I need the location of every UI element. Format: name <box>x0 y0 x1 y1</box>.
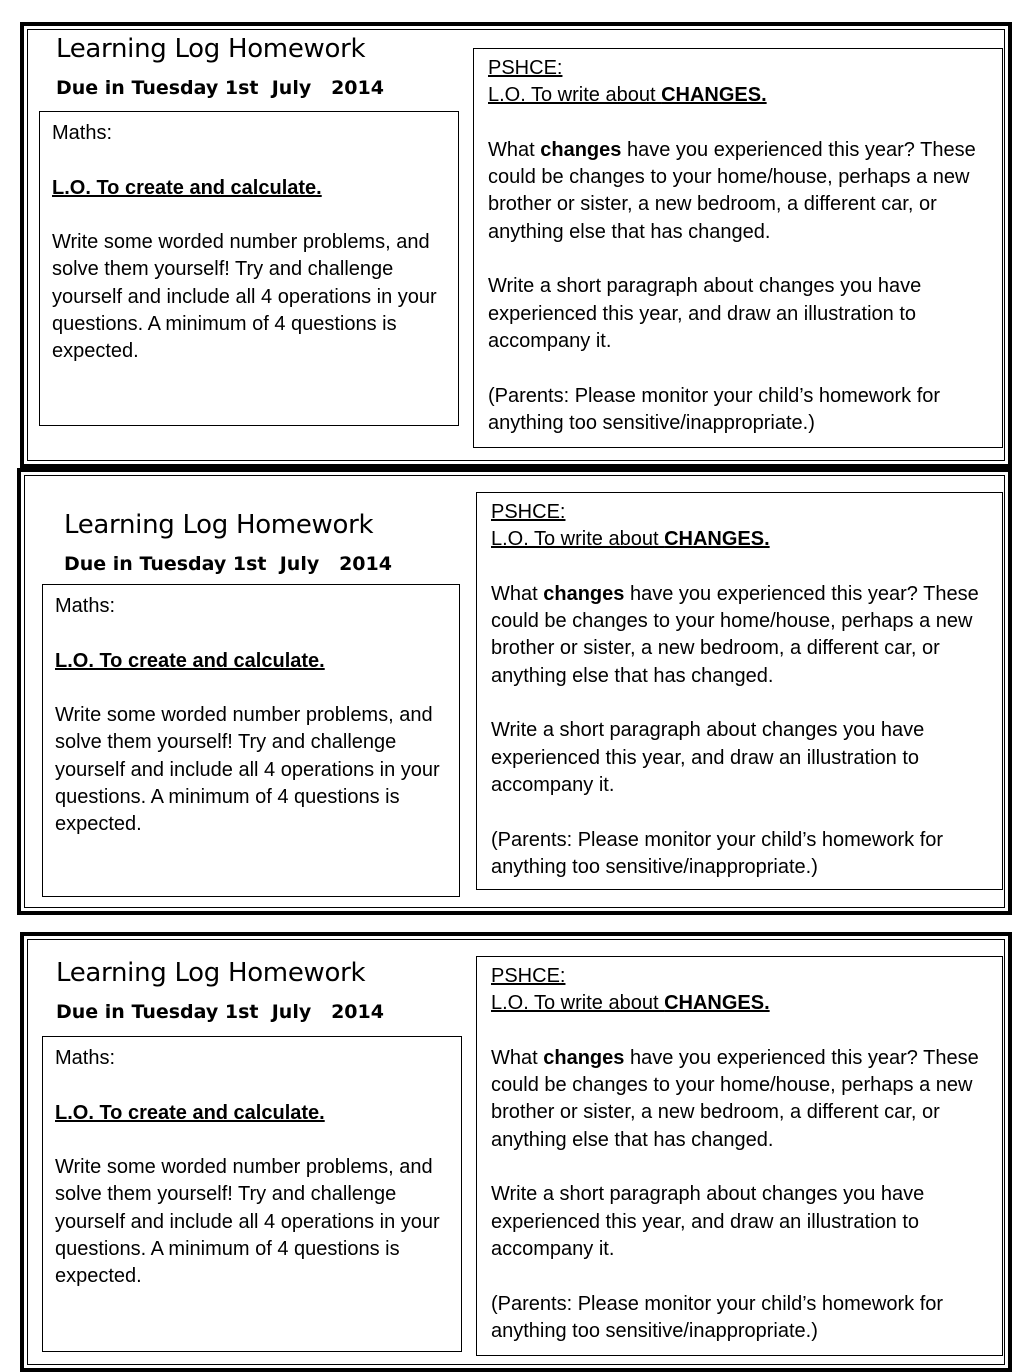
maths-heading: Maths: <box>55 1047 116 1069</box>
maths-instructions: Write some worded number problems, and solve them yourself! Try and challenge yourself and include all 4 operations in your questions. A minimum of 4 questions is expected. <box>55 704 440 836</box>
pshce-question-keyword: changes <box>543 1046 625 1069</box>
pshce-heading: PSHCE: <box>488 57 563 79</box>
pshce-objective <box>488 82 988 109</box>
maths-box <box>39 111 459 426</box>
homework-card-3 <box>20 932 1012 1372</box>
pshce-question-prefix: What <box>491 1046 544 1069</box>
pshce-question <box>491 1045 988 1154</box>
pshce-objective-text: L.O. To write about <box>491 528 665 551</box>
pshce-objective <box>491 526 988 553</box>
maths-box <box>42 1036 462 1352</box>
pshce-question-rest: have you experienced this year? These could be changes to your home/house, perhaps a new brother or sister, a new bedroom, a different car, or anything else that has changed. <box>491 1046 979 1151</box>
pshce-task: Write a short paragraph about changes you have experienced this year, and draw an illustration to accompany it. <box>491 1183 925 1260</box>
maths-box <box>42 584 460 897</box>
pshce-box <box>476 956 1003 1356</box>
pshce-box <box>473 48 1003 448</box>
card-title: Learning Log Homework <box>64 510 374 540</box>
pshce-heading: PSHCE: <box>491 965 566 987</box>
pshce-parent-note: (Parents: Please monitor your child’s homework for anything too sensitive/inappropriate.) <box>491 828 944 878</box>
pshce-task: Write a short paragraph about changes you have experienced this year, and draw an illustration to accompany it. <box>491 719 925 796</box>
pshce-heading: PSHCE: <box>491 501 566 523</box>
maths-heading: Maths: <box>52 122 113 144</box>
pshce-question <box>488 137 988 246</box>
maths-objective: L.O. To create and calculate. <box>55 649 325 672</box>
maths-objective: L.O. To create and calculate. <box>52 176 322 199</box>
maths-objective: L.O. To create and calculate. <box>55 1101 325 1124</box>
pshce-question-keyword: changes <box>543 582 625 605</box>
pshce-question-prefix: What <box>491 582 544 605</box>
pshce-parent-note: (Parents: Please monitor your child’s homework for anything too sensitive/inappropriate.) <box>488 384 941 434</box>
due-date: Due in Tuesday 1st July 2014 <box>64 553 392 575</box>
pshce-task: Write a short paragraph about changes you have experienced this year, and draw an illustration to accompany it. <box>488 275 922 352</box>
pshce-objective-text: L.O. To write about <box>488 84 662 107</box>
pshce-objective-text: L.O. To write about <box>491 992 665 1015</box>
pshce-question-prefix: What <box>488 138 541 161</box>
pshce-objective <box>491 990 988 1017</box>
pshce-box <box>476 492 1003 890</box>
card-title: Learning Log Homework <box>56 958 366 988</box>
maths-instructions: Write some worded number problems, and solve them yourself! Try and challenge yourself and include all 4 operations in your questions. A minimum of 4 questions is expected. <box>52 231 437 363</box>
pshce-objective-keyword: CHANGES. <box>661 84 767 107</box>
pshce-question <box>491 581 988 690</box>
pshce-question-keyword: changes <box>540 138 622 161</box>
pshce-parent-note: (Parents: Please monitor your child’s homework for anything too sensitive/inappropriate.) <box>491 1292 944 1342</box>
maths-instructions: Write some worded number problems, and solve them yourself! Try and challenge yourself and include all 4 operations in your questions. A minimum of 4 questions is expected. <box>55 1156 440 1288</box>
homework-card-2 <box>17 468 1012 915</box>
homework-card-1 <box>20 22 1012 468</box>
pshce-question-rest: have you experienced this year? These could be changes to your home/house, perhaps a new brother or sister, a new bedroom, a different car, or anything else that has changed. <box>491 582 979 687</box>
card-title: Learning Log Homework <box>56 34 366 64</box>
pshce-question-rest: have you experienced this year? These could be changes to your home/house, perhaps a new brother or sister, a new bedroom, a different car, or anything else that has changed. <box>488 138 976 243</box>
due-date: Due in Tuesday 1st July 2014 <box>56 1001 384 1023</box>
due-date: Due in Tuesday 1st July 2014 <box>56 77 384 99</box>
maths-heading: Maths: <box>55 595 116 617</box>
pshce-objective-keyword: CHANGES. <box>664 528 770 551</box>
pshce-objective-keyword: CHANGES. <box>664 992 770 1015</box>
